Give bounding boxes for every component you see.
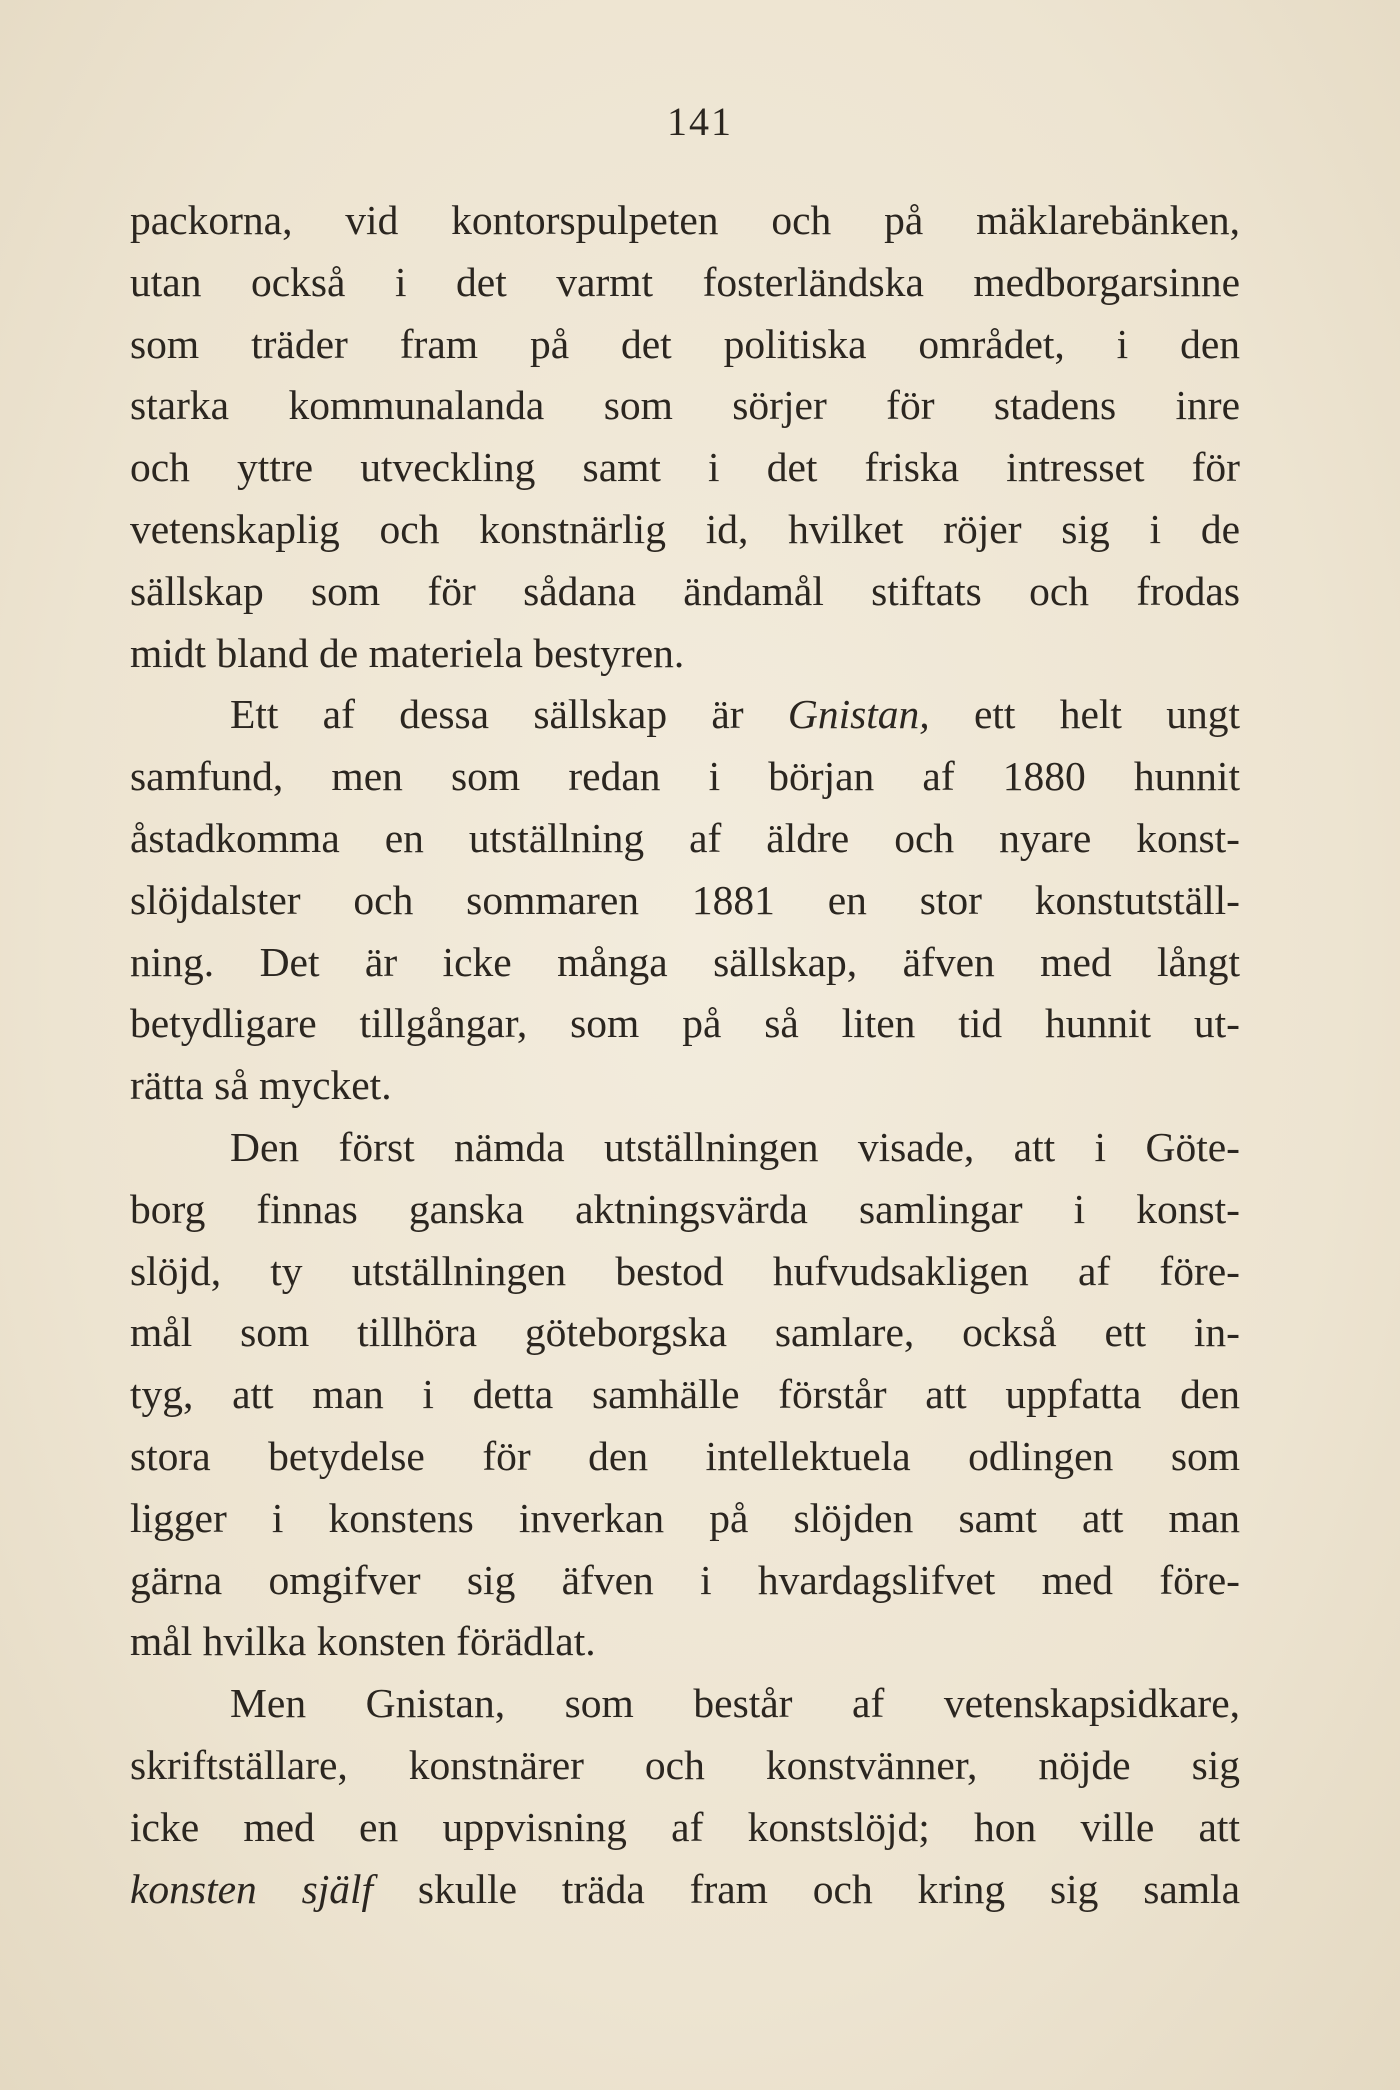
- text-line: starka kommunalanda som sörjer för stadens inre: [130, 382, 1240, 429]
- text-line: ning. Det är icke många sällskap, äfven med långt: [130, 938, 1240, 985]
- text-line: slöjdalster och sommaren 1881 en stor konstutställ-: [130, 876, 1240, 923]
- text-line: betydligare tillgångar, som på så liten tid hunnit ut-: [130, 1000, 1240, 1047]
- text-line: borg finnas ganska aktningsvärda samlingar i konst-: [130, 1185, 1240, 1232]
- text-line: vetenskaplig och konstnärlig id, hvilket röjer sig i de: [130, 505, 1240, 552]
- text-line: rätta så mycket.: [130, 1062, 392, 1109]
- page-number: 141: [667, 99, 733, 144]
- text-line: och yttre utveckling samt i det friska intresset för: [130, 444, 1240, 491]
- text-line: konsten själf skulle träda fram och kring sig samla: [130, 1865, 1240, 1912]
- text-line: slöjd, ty utställningen bestod hufvudsakligen af före-: [130, 1247, 1240, 1294]
- text-line: stora betydelse för den intellektuela odlingen som: [130, 1432, 1240, 1479]
- italic-title-gnistan: Gnistan,: [787, 691, 930, 738]
- text-line: tyg, att man i detta samhälle förstår att uppfatta den: [130, 1371, 1240, 1418]
- text-line: midt bland de materiela bestyren.: [130, 629, 685, 676]
- text-line: Ett af dessa sällskap är Gnistan, ett helt ungt: [230, 691, 1240, 738]
- text-line: utan också i det varmt fosterländska medborgarsinne: [130, 258, 1240, 305]
- text-line: samfund, men som redan i början af 1880 hunnit: [130, 753, 1240, 800]
- body-text: [130, 190, 1240, 1920]
- text-line: mål hvilka konsten förädlat.: [130, 1618, 596, 1665]
- text-line: sällskap som för sådana ändamål stiftats och frodas: [130, 567, 1240, 614]
- text-line: skriftställare, konstnärer och konstvänner, nöjde sig: [130, 1741, 1240, 1788]
- text-line: åstadkomma en utställning af äldre och nyare konst-: [130, 814, 1240, 861]
- text-line: Men Gnistan, som består af vetenskapsidkare,: [230, 1680, 1240, 1727]
- italic-phrase-konsten-sjalf: konsten själf: [130, 1865, 374, 1912]
- text-line: som träder fram på det politiska området, i den: [130, 320, 1240, 367]
- text-line: ligger i konstens inverkan på slöjden samt att man: [130, 1494, 1240, 1541]
- text-line: gärna omgifver sig äfven i hvardagslifvet med före-: [130, 1556, 1240, 1603]
- text-line: packorna, vid kontorspulpeten och på mäklarebänken,: [130, 197, 1240, 243]
- text-line: mål som tillhöra göteborgska samlare, också ett in-: [130, 1309, 1240, 1356]
- text-line: icke med en uppvisning af konstslöjd; hon ville att: [130, 1803, 1240, 1850]
- text-line: Den först nämda utställningen visade, att i Göte-: [230, 1123, 1240, 1170]
